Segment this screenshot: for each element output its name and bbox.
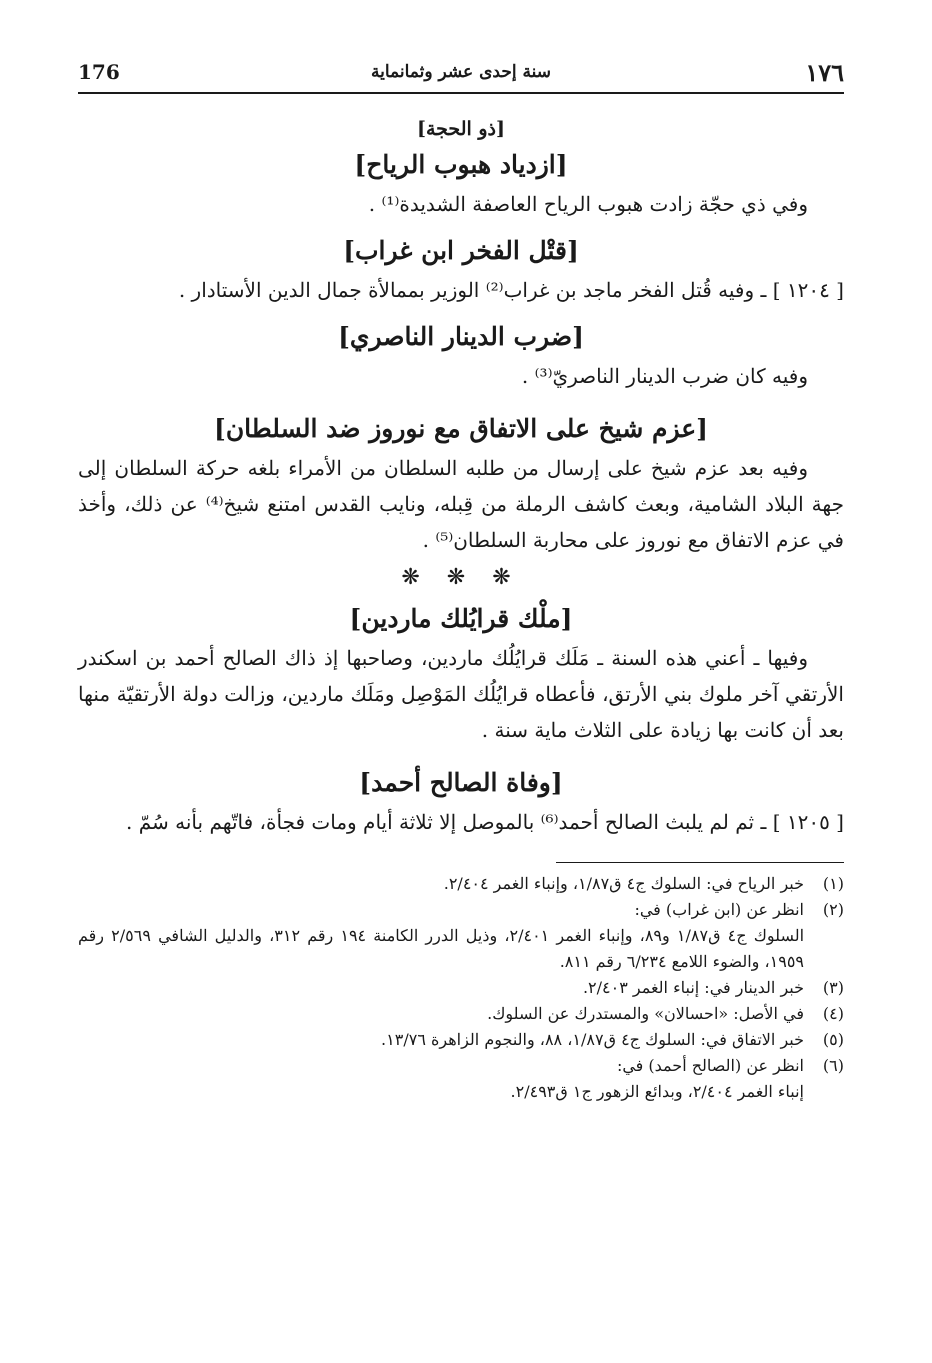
- section-text-dinar: وفيه كان ضرب الدينار الناصريّ⁽³⁾ .: [521, 364, 808, 388]
- section-text-ibn-ghurab: [ ١٢٠٤ ] ـ وفيه قُتل الفخر ماجد بن غراب⁽²⁾ الوزير بممالأة جمال الدين الأستادار .: [178, 278, 844, 302]
- footnote-text: انظر عن (الصالح أحمد) في:: [616, 1056, 804, 1075]
- footnote-number: (٣): [822, 978, 844, 997]
- footnote-text: في الأصل: «احسالان» والمستدرك عن السلوك.: [487, 1004, 804, 1023]
- section-title-salih-death: [وفاة الصالح أحمد]: [359, 768, 563, 797]
- footnote-text: خبر الرياح في: السلوك ج٤ ق١/٨٧، وإنباء الغمر ٢/٤٠٤.: [443, 874, 804, 893]
- section-text-shaykh-nawruz: وفيه بعد عزم شيخ على إرسال من طلبه السلطان من الأمراء بلغه حركة السلطان إلى جهة البلاد الشامية، وبعث كاشف الرملة من قِبله، ونايب القدس امتنع شيخ⁽⁴⁾ عن ذلك، وأخذ في عزم الاتفاق مع نوروز على محاربة السلطان⁽⁵⁾ .: [78, 456, 844, 552]
- month-heading: [ذو الحجة]: [416, 118, 505, 140]
- footnote: [78, 1053, 844, 1079]
- footnote: [78, 871, 844, 897]
- section-title-shaykh-nawruz: [عزم شيخ على الاتفاق مع نوروز ضد السلطان]: [213, 414, 709, 443]
- footnote-number: (٢): [822, 900, 844, 919]
- section-text-salih-death: [ ١٢٠٥ ] ـ ثم لم يلبث الصالح أحمد⁽⁶⁾ بالموصل إلا ثلاثة أيام ومات فجأة، فاتّهم بأنه سُمّ .: [126, 810, 844, 834]
- footnote-divider: [556, 862, 844, 863]
- page-number-arabic: ١٧٦: [805, 58, 844, 87]
- footnotes: [78, 871, 844, 1105]
- section-text-winds: وفي ذي حجّة زادت هبوب الرياح العاصفة الشديدة⁽¹⁾ .: [368, 192, 808, 216]
- footnote-text: انظر عن (ابن غراب) في:: [634, 900, 804, 919]
- section-separator: ❋ ❋ ❋: [401, 565, 521, 590]
- footnote-number: (٦): [822, 1056, 844, 1075]
- page-number-latin: 176: [78, 60, 120, 84]
- footnote-text: خبر الاتفاق في: السلوك ج٤ ق١/٨٧، ٨٨، والنجوم الزاهرة ١٣/٧٦.: [381, 1030, 804, 1049]
- footnote-continuation: إنباء الغمر ٢/٤٠٤، وبدائع الزهور ج١ ق٢/٤٩٣.: [510, 1082, 804, 1101]
- section-title-ibn-ghurab: [قتْل الفخر ابن غراب]: [343, 236, 579, 265]
- footnote-text: خبر الدينار في: إنباء الغمر ٢/٤٠٣.: [582, 978, 804, 997]
- section-title-mardin: [ملْك قرايُلك ماردين]: [349, 604, 573, 633]
- section-text-mardin: وفيها ـ أعني هذه السنة ـ مَلَك قرايُلُك ماردين، وصاحبها إذ ذاك الصالح أحمد بن اسكندر الأرتقي آخر ملوك بني الأرتق، فأعطاه قرايُلُك المَوْصِل ومَلَك ماردين، وزالت دولة الأرتقيّة منها بعد أن كانت بها زيادة على الثلاث ماية سنة .: [78, 646, 844, 742]
- footnote-number: (٥): [822, 1030, 844, 1049]
- footnote-number: (٤): [822, 1004, 844, 1023]
- footnote: [78, 1001, 844, 1027]
- footnote: [78, 897, 844, 923]
- footnote: [78, 1027, 844, 1053]
- footnote-number: (١): [822, 874, 844, 893]
- running-head-title: سنة إحدى عشر وثمانماية: [371, 62, 551, 82]
- footnote-continuation: السلوك ج٤ ق١/٨٧ و٨٩، وإنباء الغمر ٢/٤٠١، وذيل الدرر الكامنة ١٩٤ رقم ٣١٢، والدليل الشافي ٢/٥٦٩ رقم ١٩٥٩، والضوء اللامع ٦/٢٣٤ رقم ٨١١.: [78, 926, 805, 971]
- section-title-dinar: [ضرب الدينار الناصري]: [338, 322, 584, 351]
- book-page: [78, 52, 844, 1322]
- footnote: [78, 975, 844, 1001]
- section-title-winds: [ازدياد هبوب الرياح]: [354, 150, 568, 179]
- running-head: [78, 52, 844, 94]
